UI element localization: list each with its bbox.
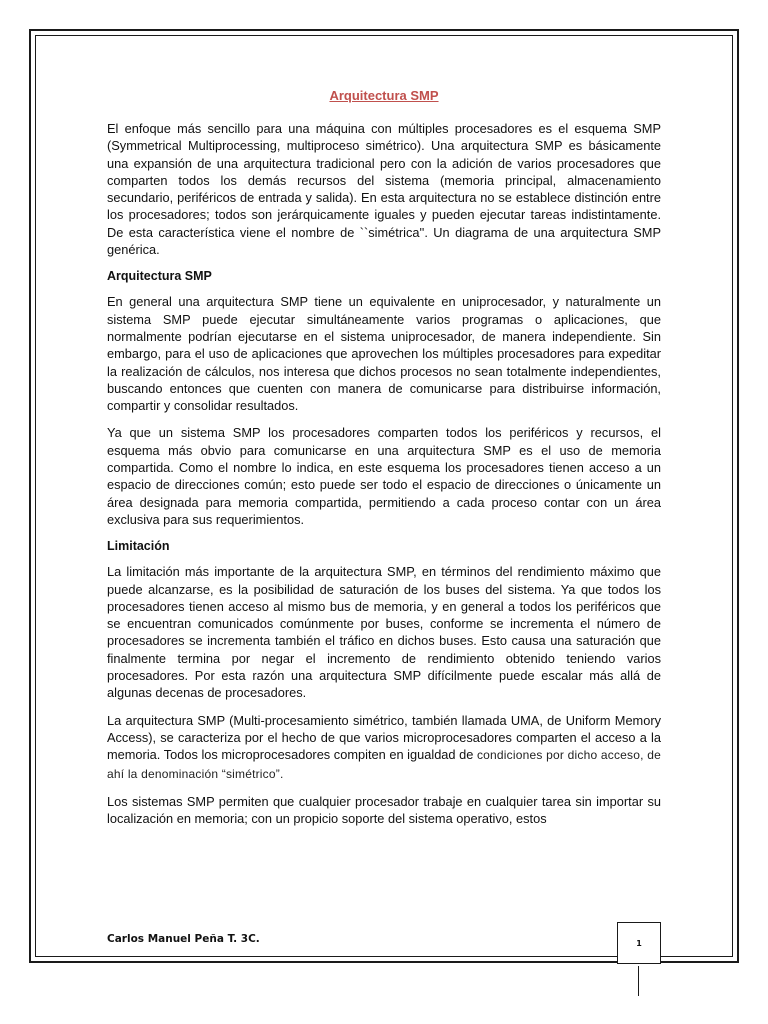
section-heading-arquitectura: Arquitectura SMP — [107, 269, 212, 284]
paragraph-general: En general una arquitectura SMP tiene un equivalente en uniprocesador, y naturalmente un sistema SMP puede ejecutar simultáneamente varios programas o aplicaciones, que normalmente podrían ejecutarse en el sistema uniprocesador, de manera independiente. Sin embargo, para el uso de aplicaciones que aprovechen los múltiples procesadores para expeditar la realización de cálculos, nos interesa que dichos procesos no sean totalmente independientes, buscando entonces que cuenten con manera de comunicarse para distribuirse información, compartir y consolidar resultados. — [107, 294, 661, 414]
page-number-box — [617, 922, 661, 964]
paragraph-uma-main: La arquitectura SMP (Multi-procesamiento simétrico, también llamada UMA, de Uniform Memory Access), se caracteriza por el hecho de que varios microprocesadores comparten el acceso a la memoria. Todos los microprocesadores compiten en igualdad de — [107, 712, 661, 763]
paragraph-intro: El enfoque más sencillo para una máquina con múltiples procesadores es el esquema SMP (Symmetrical Multiprocessing, multiproceso simétrico). Una arquitectura SMP es básicamente una expansión de una arquitectura tradicional pero con la adición de varios procesadores que comparten todos los demás recursos del sistema (memoria principal, almacenamiento secundario, periféricos de entrada y salida). En esta arquitectura no se establece distinción entre los procesadores; todos son jerárquicamente iguales y pueden ejecutar tareas indistintamente. De esta característica viene el nombre de ``simétrica''. Un diagrama de una arquitectura SMP genérica. — [107, 121, 661, 258]
paragraph-memoria-compartida: Ya que un sistema SMP los procesadores comparten todos los periféricos y recursos, el esquema más obvio para comunicarse en una arquitectura SMP es el uso de memoria compartida. Como el nombre lo indica, en este esquema los procesadores tienen acceso a un espacio de direcciones común; esto puede ser todo el espacio de direcciones o únicamente un área designada para memoria compartida, permitiendo a cada proceso contar con un área exclusiva para sus requerimientos. — [107, 425, 661, 527]
document-body — [107, 86, 661, 837]
page-number-box-base — [617, 963, 661, 967]
footer-author: Carlos Manuel Peña T. 3C. — [107, 933, 260, 945]
paragraph-sistemas-smp: Los sistemas SMP permiten que cualquier procesador trabaje en cualquier tarea sin importar su localización en memoria; con un propicio soporte del sistema operativo, estos — [107, 793, 661, 827]
document-title: Arquitectura SMP — [329, 88, 439, 103]
page-number: 1 — [636, 938, 642, 948]
page-number-stem — [638, 966, 639, 996]
paragraph-uma — [107, 712, 661, 783]
section-heading-limitacion: Limitación — [107, 539, 170, 554]
paragraph-uma-tail: condiciones por dicho acceso, de ahí la denominación “simétrico”. — [107, 748, 661, 781]
paragraph-limitacion: La limitación más importante de la arquitectura SMP, en términos del rendimiento máximo que puede alcanzarse, es la posibilidad de saturación de los buses del sistema. Ya que todos los procesadores tienen acceso al mismo bus de memoria, y en general a todos los periféricos que se encuentran comunicados comúnmente por buses, conforme se incrementa el número de procesadores se incrementa también el tráfico en dichos buses. Esto causa una saturación que finalmente termina por negar el incremento de rendimiento obtenido teniendo varios procesadores. Por esta razón una arquitectura SMP difícilmente puede escalar más allá de algunas decenas de procesadores. — [107, 564, 661, 701]
